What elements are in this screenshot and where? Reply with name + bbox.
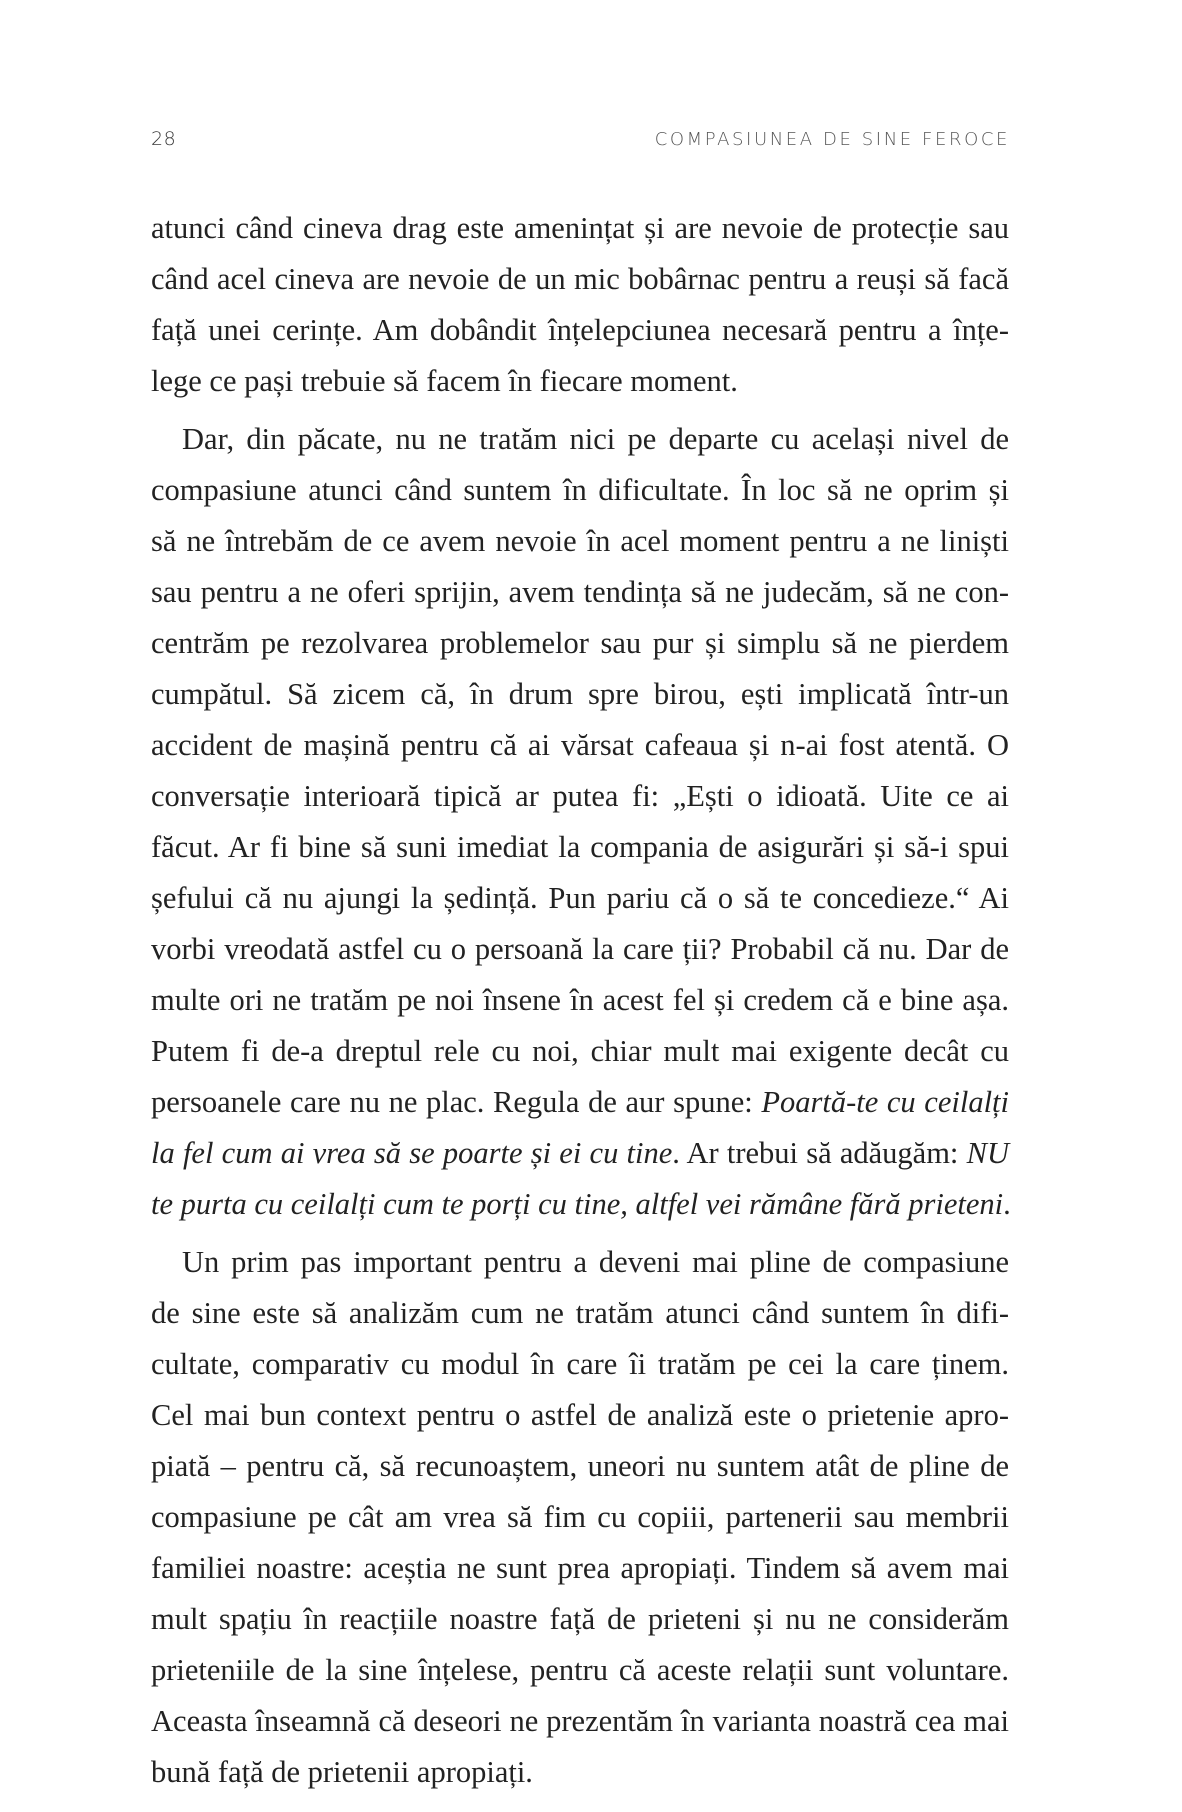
running-header [151,128,1010,150]
text-line [151,567,1009,618]
text-line [151,516,1009,567]
text-run: lege ce pași trebuie să facem în fiecare moment. [151,364,738,398]
text-line [151,975,1009,1026]
text-run: sau pentru a ne oferi sprijin, avem tendința să ne judecăm, să ne con- [151,575,1009,609]
text-run: făcut. Ar fi bine să suni imediat la compania de asigurări și să-i spui [151,830,1009,864]
text-line [151,720,1009,771]
text-run: vorbi vreodată astfel cu o persoană la care ții? Probabil că nu. Dar de [151,932,1009,966]
text-run: atunci când cineva drag este amenințat și are nevoie de protecție sau [151,211,1009,245]
text-line [151,414,1009,465]
text-run: când acel cineva are nevoie de un mic bobârnac pentru a reuși să facă [151,262,1009,296]
text-run: Un prim pas important pentru a deveni mai pline de compasiune [182,1245,1009,1279]
text-line [151,305,1009,356]
text-line [151,465,1009,516]
text-run: mult spațiu în reacțiile noastre față de prieteni și nu ne considerăm [151,1602,1009,1636]
body-text [151,203,1009,1798]
text-run: multe ori ne tratăm pe noi însene în acest fel și credem că e bine așa. [151,983,1009,1017]
text-line [151,924,1009,975]
text-run: prieteniile de la sine înțelese, pentru că aceste relații sunt voluntare. [151,1653,1009,1687]
text-run: familiei noastre: aceștia ne sunt prea apropiați. Tindem să avem mai [151,1551,1009,1585]
text-line [151,1390,1009,1441]
text-line [151,1747,1009,1798]
paragraph [151,1237,1009,1798]
text-run: Aceasta înseamnă că deseori ne prezentăm în varianta noastră cea mai [151,1704,1009,1738]
text-line [151,356,1009,407]
text-line [151,771,1009,822]
text-run: . Ar trebui să adăugăm: [672,1136,967,1170]
text-line [151,669,1009,720]
text-line [151,1696,1009,1747]
text-line [151,1077,1009,1128]
text-line [151,1128,1009,1179]
text-run: să ne întrebăm de ce avem nevoie în acel moment pentru a ne liniști [151,524,1009,558]
text-run: persoanele care nu ne plac. Regula de aur spune: [151,1085,762,1119]
text-run: centrăm pe rezolvarea problemelor sau pur și simplu să ne pierdem [151,626,1009,660]
text-line [151,1594,1009,1645]
text-line [151,822,1009,873]
text-line [151,1237,1009,1288]
paragraph [151,203,1009,407]
text-run: de sine este să analizăm cum ne tratăm atunci când suntem în difi- [151,1296,1009,1330]
text-run: Putem fi de-a dreptul rele cu noi, chiar mult mai exigente decât cu [151,1034,1009,1068]
text-run: . [1003,1187,1011,1221]
text-run: piată – pentru că, să recunoaștem, uneori nu suntem atât de pline de [151,1449,1009,1483]
text-line [151,1339,1009,1390]
text-line [151,1543,1009,1594]
text-run: accident de mașină pentru că ai vărsat cafeaua și n-ai fost atentă. O [151,728,1009,762]
text-run: conversație interioară tipică ar putea fi: „Ești o idioată. Uite ce ai [151,779,1009,813]
text-run: compasiune pe cât am vrea să fim cu copiii, partenerii sau membrii [151,1500,1009,1534]
text-line [151,203,1009,254]
text-run: cumpătul. Să zicem că, în drum spre birou, ești implicată într-un [151,677,1009,711]
text-line [151,1441,1009,1492]
paragraph [151,414,1009,1230]
text-line [151,254,1009,305]
italic-text: te purta cu ceilalți cum te porți cu tine, altfel vei rămâne fără prieteni [151,1187,1004,1221]
text-line [151,873,1009,924]
italic-text: NU [966,1136,1009,1170]
text-run: Cel mai bun context pentru o astfel de analiză este o prietenie apro- [151,1398,1009,1432]
text-run: cultate, comparativ cu modul în care îi tratăm pe cei la care ținem. [151,1347,1009,1381]
text-line [151,618,1009,669]
text-line [151,1026,1009,1077]
text-run: șefului că nu ajungi la ședință. Pun pariu că o să te concedieze.“ Ai [151,881,1009,915]
text-line [151,1645,1009,1696]
text-run: bună față de prietenii apropiați. [151,1755,533,1789]
italic-text: la fel cum ai vrea să se poarte și ei cu tine [151,1136,673,1170]
text-line [151,1492,1009,1543]
text-run: compasiune atunci când suntem în dificultate. În loc să ne oprim și [151,473,1009,507]
italic-text: Poartă-te cu ceilalți [761,1085,1010,1119]
text-run: față unei cerințe. Am dobândit înțelepciunea necesară pentru a înțe- [151,313,1009,347]
page-number: 28 [151,128,177,150]
book-title: COMPASIUNEA DE SINE FEROCE [654,129,1010,150]
text-run: Dar, din păcate, nu ne tratăm nici pe departe cu același nivel de [182,422,1009,456]
text-line [151,1179,1009,1230]
text-line [151,1288,1009,1339]
